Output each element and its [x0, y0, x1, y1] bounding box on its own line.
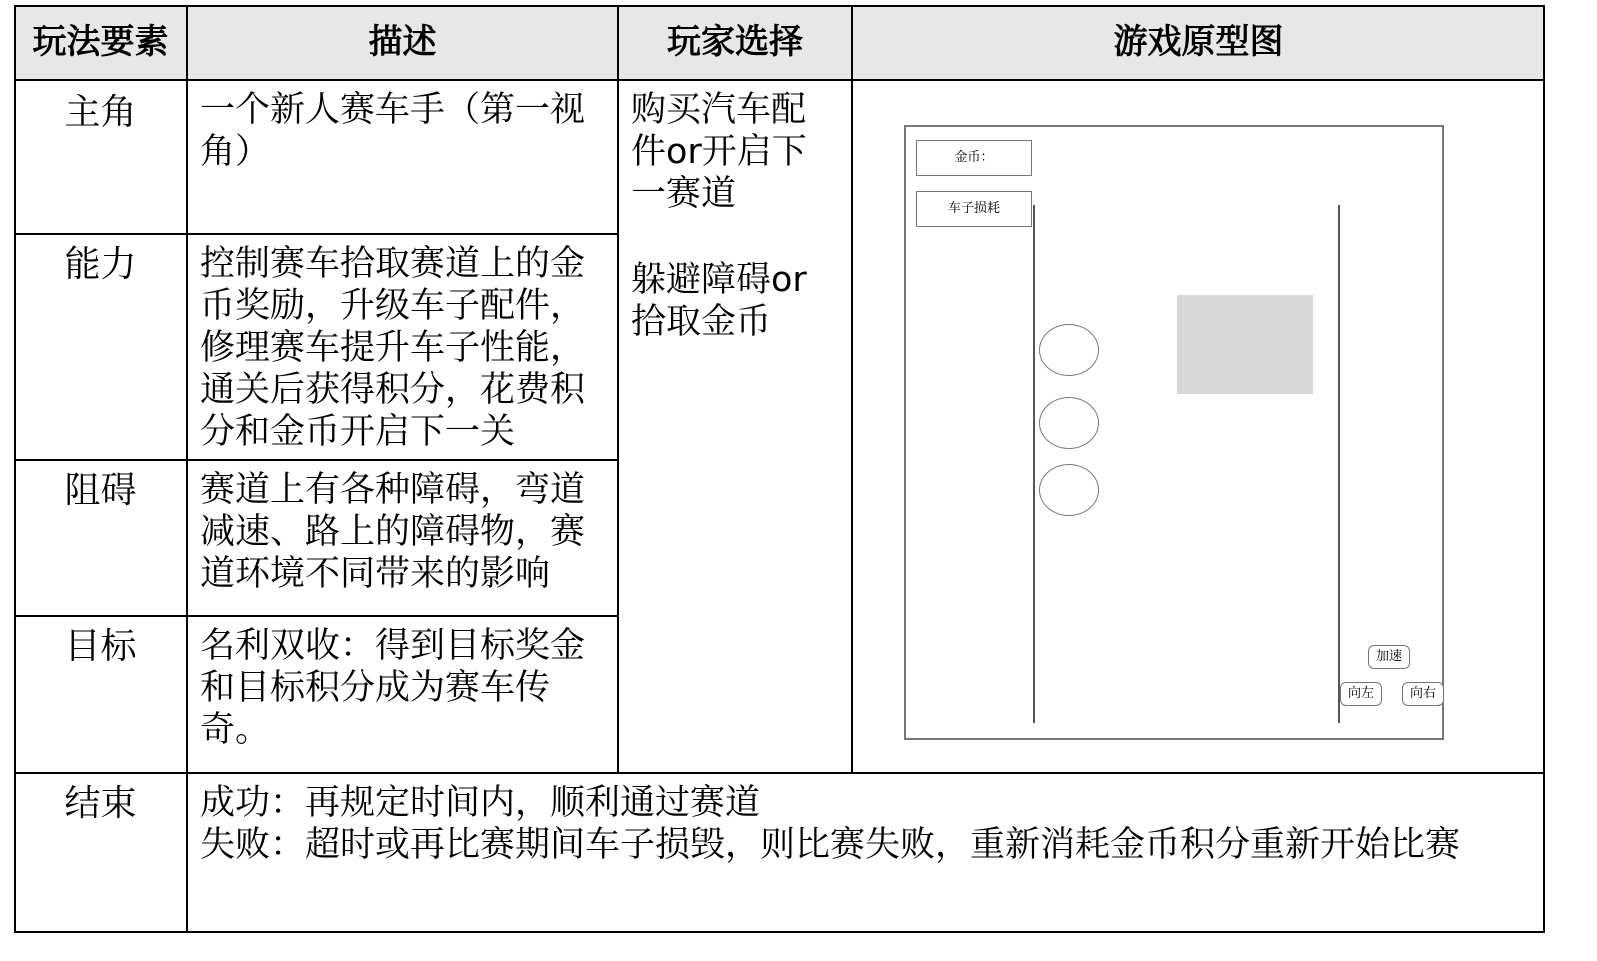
- choice-first: 购买汽车配 件or开启下 一赛道: [631, 90, 807, 214]
- header-description: 描述: [187, 5, 618, 79]
- row-label-ending: 结束: [64, 783, 137, 824]
- ending-success: 成功：再规定时间内，顺利通过赛道: [200, 783, 761, 823]
- left-button[interactable]: 向左: [1340, 682, 1382, 706]
- desc-obstacle: 赛道上有各种障碍，弯道 减速、路上的障碍物，赛 道环境不同带来的影响: [200, 470, 586, 594]
- header-choice: 玩家选择: [618, 5, 852, 79]
- row-label-ability: 能力: [64, 244, 137, 285]
- row-label-goal: 目标: [64, 626, 137, 667]
- obstacle-block: [1177, 295, 1313, 394]
- coin-circle: [1039, 324, 1099, 376]
- track-right-edge: [1338, 205, 1340, 723]
- choice-second: 躲避障碍or 拾取金币: [631, 260, 807, 342]
- accelerate-button[interactable]: 加速: [1368, 645, 1410, 669]
- row-line-4: [14, 772, 1545, 774]
- coins-display: 金币：: [916, 140, 1032, 176]
- border-top: [14, 5, 1545, 7]
- track-left-edge: [1033, 205, 1035, 723]
- damage-display: 车子损耗: [916, 191, 1032, 227]
- ending-failure: 失败：超时或再比赛期间车子损毁，则比赛失败，重新消耗金币积分重新开始比赛: [200, 825, 1461, 865]
- row-label-obstacle: 阻碍: [64, 470, 137, 511]
- desc-goal: 名利双收：得到目标奖金 和目标积分成为赛车传奇。: [200, 626, 586, 750]
- desc-protagonist: 一个新人赛车手（第一视 角）: [200, 90, 586, 172]
- game-prototype-screen: [904, 125, 1444, 740]
- right-button[interactable]: 向右: [1402, 682, 1444, 706]
- header-prototype: 游戏原型图: [852, 5, 1545, 79]
- row-label-protagonist: 主角: [64, 92, 137, 133]
- ending-text: [200, 782, 1530, 866]
- border-bottom: [14, 931, 1545, 933]
- header-element: 玩法要素: [14, 5, 187, 79]
- coin-circle: [1039, 397, 1099, 449]
- border-right: [1543, 5, 1545, 933]
- coin-circle: [1039, 464, 1099, 516]
- desc-ability: 控制赛车拾取赛道上的金 币奖励，升级车子配件， 修理赛车提升车子性能， 通关后获得积分，花费积 分和金币开启下一关: [200, 244, 586, 452]
